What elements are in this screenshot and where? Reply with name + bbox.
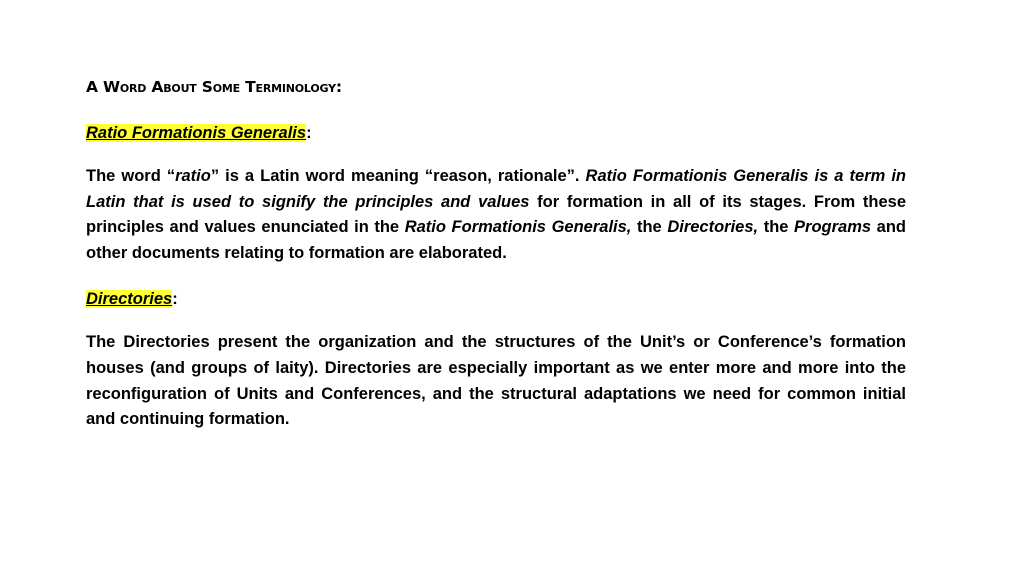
paragraph-directories-definition: The Directories present the organization and the structures of the Unit’s or Conference’s formation houses (and groups of laity). Directories are especially important as we enter more and more into the reconfiguration of Units and Conferences, and the structural adaptations we need for common initial and continuing formation. (86, 333, 906, 429)
text-run: the (631, 218, 668, 237)
text-run: ” is a Latin word meaning “reason, rationale”. (210, 167, 586, 185)
text-run: the (758, 218, 795, 237)
text-run-italic: Ratio Formationis Generalis, (404, 218, 632, 237)
term-label-directories: Directories (86, 290, 173, 309)
text-run-italic: Programs (794, 218, 872, 237)
text-run: for formation in all of its stages. From these principles and values enunciated in the (86, 192, 906, 237)
text-run-italic: ratio (175, 167, 211, 185)
term-colon: : (306, 124, 312, 142)
slide-content (86, 74, 906, 433)
term-directories (86, 286, 906, 312)
paragraph-ratio-definition (86, 164, 906, 266)
text-run: The word “ (86, 167, 176, 185)
term-colon: : (172, 290, 178, 309)
text-run: and other documents relating to formation are elaborated. (86, 218, 907, 262)
term-ratio-formationis (86, 120, 906, 146)
text-run-italic: Directories, (667, 218, 759, 237)
term-label-ratio: Ratio Formationis Generalis (86, 124, 307, 142)
text-run-italic: Ratio Formationis Generalis is a term in Latin that is used to signify the principles and values (86, 167, 906, 211)
slide-heading: A Word About Some Terminology: (86, 78, 342, 96)
